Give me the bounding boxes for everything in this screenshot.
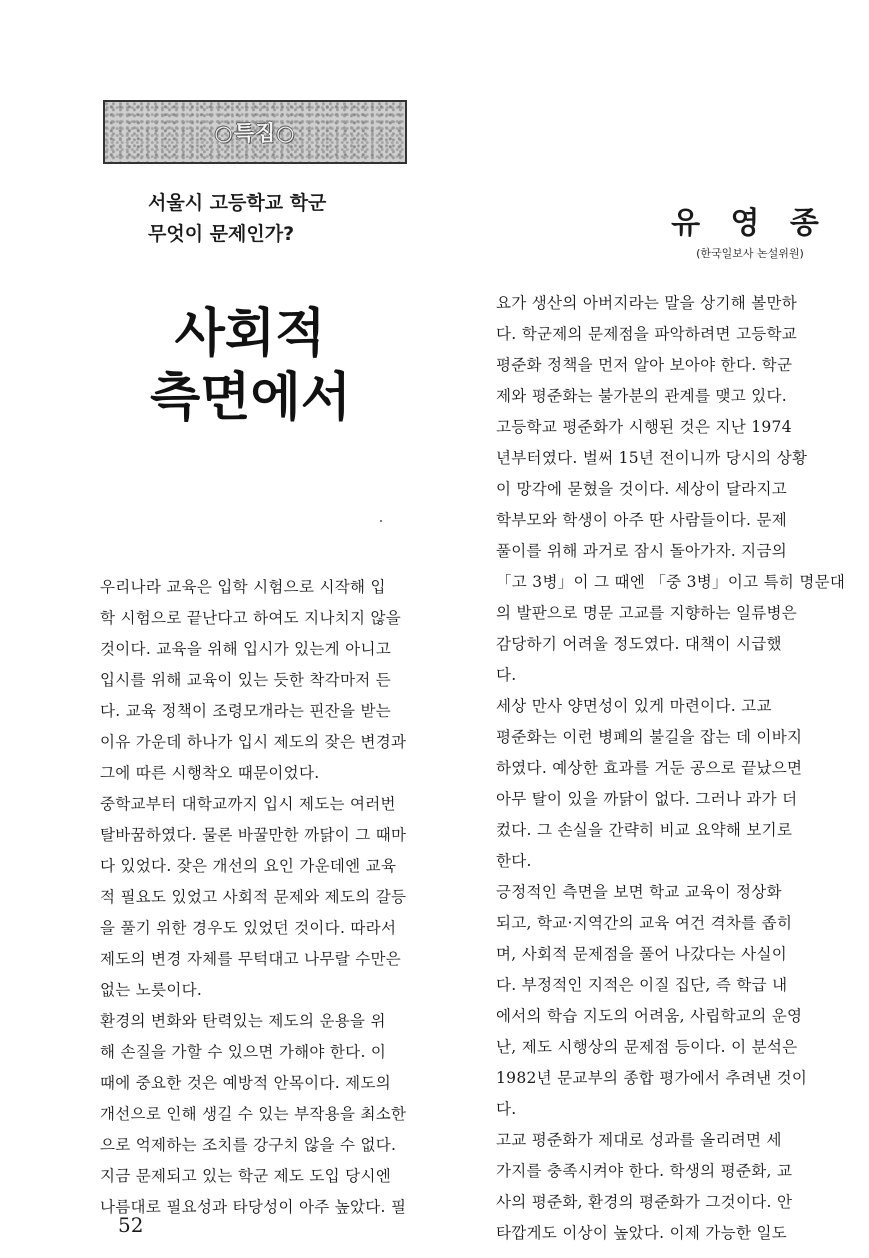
text-line: 그에 따른 시행착오 때문이었다. [100, 764, 320, 782]
text-line: 되고, 학교·지역간의 교육 여건 격차를 좁히 [496, 914, 793, 932]
text-line: 것이다. 교육을 위해 입시가 있는게 아니고 [100, 640, 392, 658]
text-line: 제도의 변경 자체를 무턱대고 나무랄 수만은 [100, 950, 402, 968]
text-line: 세상 만사 양면성이 있게 마련이다. 고교 [496, 697, 772, 715]
text-line: 풀이를 위해 과거로 잠시 돌아가자. 지금의 [496, 542, 788, 560]
text-line: 학부모와 학생이 아주 딴 사람들이다. 문제 [496, 511, 788, 529]
text-line: 다. 교육 정책이 조령모개라는 핀잔을 받는 [100, 702, 392, 720]
text-line: 1982년 문교부의 종합 평가에서 추려낸 것이 [496, 1069, 808, 1087]
text-line: 한다. [496, 852, 532, 870]
text-line: 요가 생산의 아버지라는 말을 상기해 볼만하 [496, 294, 798, 312]
text-line: 다. 학군제의 문제점을 파악하려면 고등학교 [496, 325, 798, 343]
text-line: 다. [496, 1100, 517, 1118]
text-line: 중학교부터 대학교까지 입시 제도는 여러번 [100, 795, 396, 813]
text-line: 이 망각에 묻혔을 것이다. 세상이 달라지고 [496, 480, 788, 498]
text-line: 평준화 정책을 먼저 알아 보아야 한다. 학군 [496, 356, 793, 374]
text-line: 나름대로 필요성과 타당성이 아주 높았다. 필 [100, 1198, 407, 1216]
text-line: 제와 평준화는 불가분의 관계를 맺고 있다. [496, 387, 788, 405]
right-column [496, 288, 846, 1249]
author-affiliation: (한국일보사 논설위원) [696, 247, 804, 260]
text-line: 을 풀기 위한 경우도 있었던 것이다. 따라서 [100, 919, 397, 937]
text-line: 년부터였다. 벌써 15년 전이니까 당시의 상황 [496, 449, 808, 467]
subtitle [148, 188, 448, 250]
text-line: 감당하기 어려울 정도였다. 대책이 시급했 [496, 635, 782, 653]
stray-dot [380, 520, 382, 522]
title-line-1: 사회적 [174, 303, 326, 364]
text-line: 입시를 위해 교육이 있는 듯한 착각마저 든 [100, 671, 392, 689]
text-line: 우리나라 교육은 입학 시험으로 시작해 입 [100, 578, 386, 596]
author-block [640, 205, 860, 261]
author-name: 유 영 종 [671, 206, 829, 241]
text-line: 적 필요도 있었고 사회적 문제와 제도의 갈등 [100, 888, 407, 906]
text-line: 난, 제도 시행상의 문제점 등이다. 이 분석은 [496, 1038, 798, 1056]
text-line: 학 시험으로 끝난다고 하여도 지나치지 않을 [100, 609, 402, 627]
text-line: 개선으로 인해 생길 수 있는 부작용을 최소한 [100, 1105, 407, 1123]
text-line: 고등학교 평준화가 시행된 것은 지난 1974 [496, 418, 792, 436]
text-line: 하였다. 예상한 효과를 거둔 공으로 끝났으면 [496, 759, 803, 777]
text-line: 때에 중요한 것은 예방적 안목이다. 제도의 [100, 1074, 392, 1092]
text-line: 다. [496, 666, 517, 684]
text-line: 아무 탈이 있을 까닭이 없다. 그러나 과가 더 [496, 790, 798, 808]
text-line: 환경의 변화와 탄력있는 제도의 운용을 위 [100, 1012, 386, 1030]
text-line: 고교 평준화가 제대로 성과를 올리려면 세 [496, 1131, 782, 1149]
text-line: 가지를 충족시켜야 한다. 학생의 평준화, 교 [496, 1162, 793, 1180]
text-line: 없는 노릇이다. [100, 981, 203, 999]
text-line: 긍정적인 측면을 보면 학교 교육이 정상화 [496, 883, 782, 901]
text-line: 다. 부정적인 지적은 이질 집단, 즉 학급 내 [496, 976, 788, 994]
text-line: 다 있었다. 잦은 개선의 요인 가운데엔 교육 [100, 857, 397, 875]
text-line: 탈바꿈하였다. 물론 바꿀만한 까닭이 그 때마 [100, 826, 407, 844]
text-line: 며, 사회적 문제점을 풀어 나갔다는 사실이 [496, 945, 788, 963]
text-line: 사의 평준화, 환경의 평준화가 그것이다. 안 [496, 1193, 793, 1211]
text-line: 의 발판으로 명문 고교를 지향하는 일류병은 [496, 604, 798, 622]
page-title [150, 302, 350, 430]
text-line: 해 손질을 가할 수 있으면 가해야 한다. 이 [100, 1043, 387, 1061]
left-column [100, 572, 450, 1223]
banner-label: ○특집○ [214, 121, 296, 145]
text-line: 「고 3병」이 그 때엔 「중 3병」이고 특히 명문대 [496, 573, 846, 591]
subtitle-line-2: 무엇이 문제인가? [148, 223, 295, 245]
text-line: 에서의 학습 지도의 어려움, 사립학교의 운영 [496, 1007, 803, 1025]
text-line: 이유 가운데 하나가 입시 제도의 잦은 변경과 [100, 733, 407, 751]
feature-banner [103, 100, 407, 164]
text-line: 타깝게도 이상이 높았다. 이제 가능한 일도 [496, 1224, 788, 1242]
title-line-2: 측면에서 [150, 367, 351, 428]
subtitle-line-1: 서울시 고등학교 학군 [148, 192, 327, 214]
text-line: 평준화는 이런 병폐의 불길을 잡는 데 이바지 [496, 728, 803, 746]
text-line: 컸다. 그 손실을 간략히 비교 요약해 보기로 [496, 821, 793, 839]
text-line: 지금 문제되고 있는 학군 제도 도입 당시엔 [100, 1167, 392, 1185]
page-number: 52 [118, 1213, 144, 1237]
text-line: 으로 억제하는 조치를 강구치 않을 수 없다. [100, 1136, 397, 1154]
